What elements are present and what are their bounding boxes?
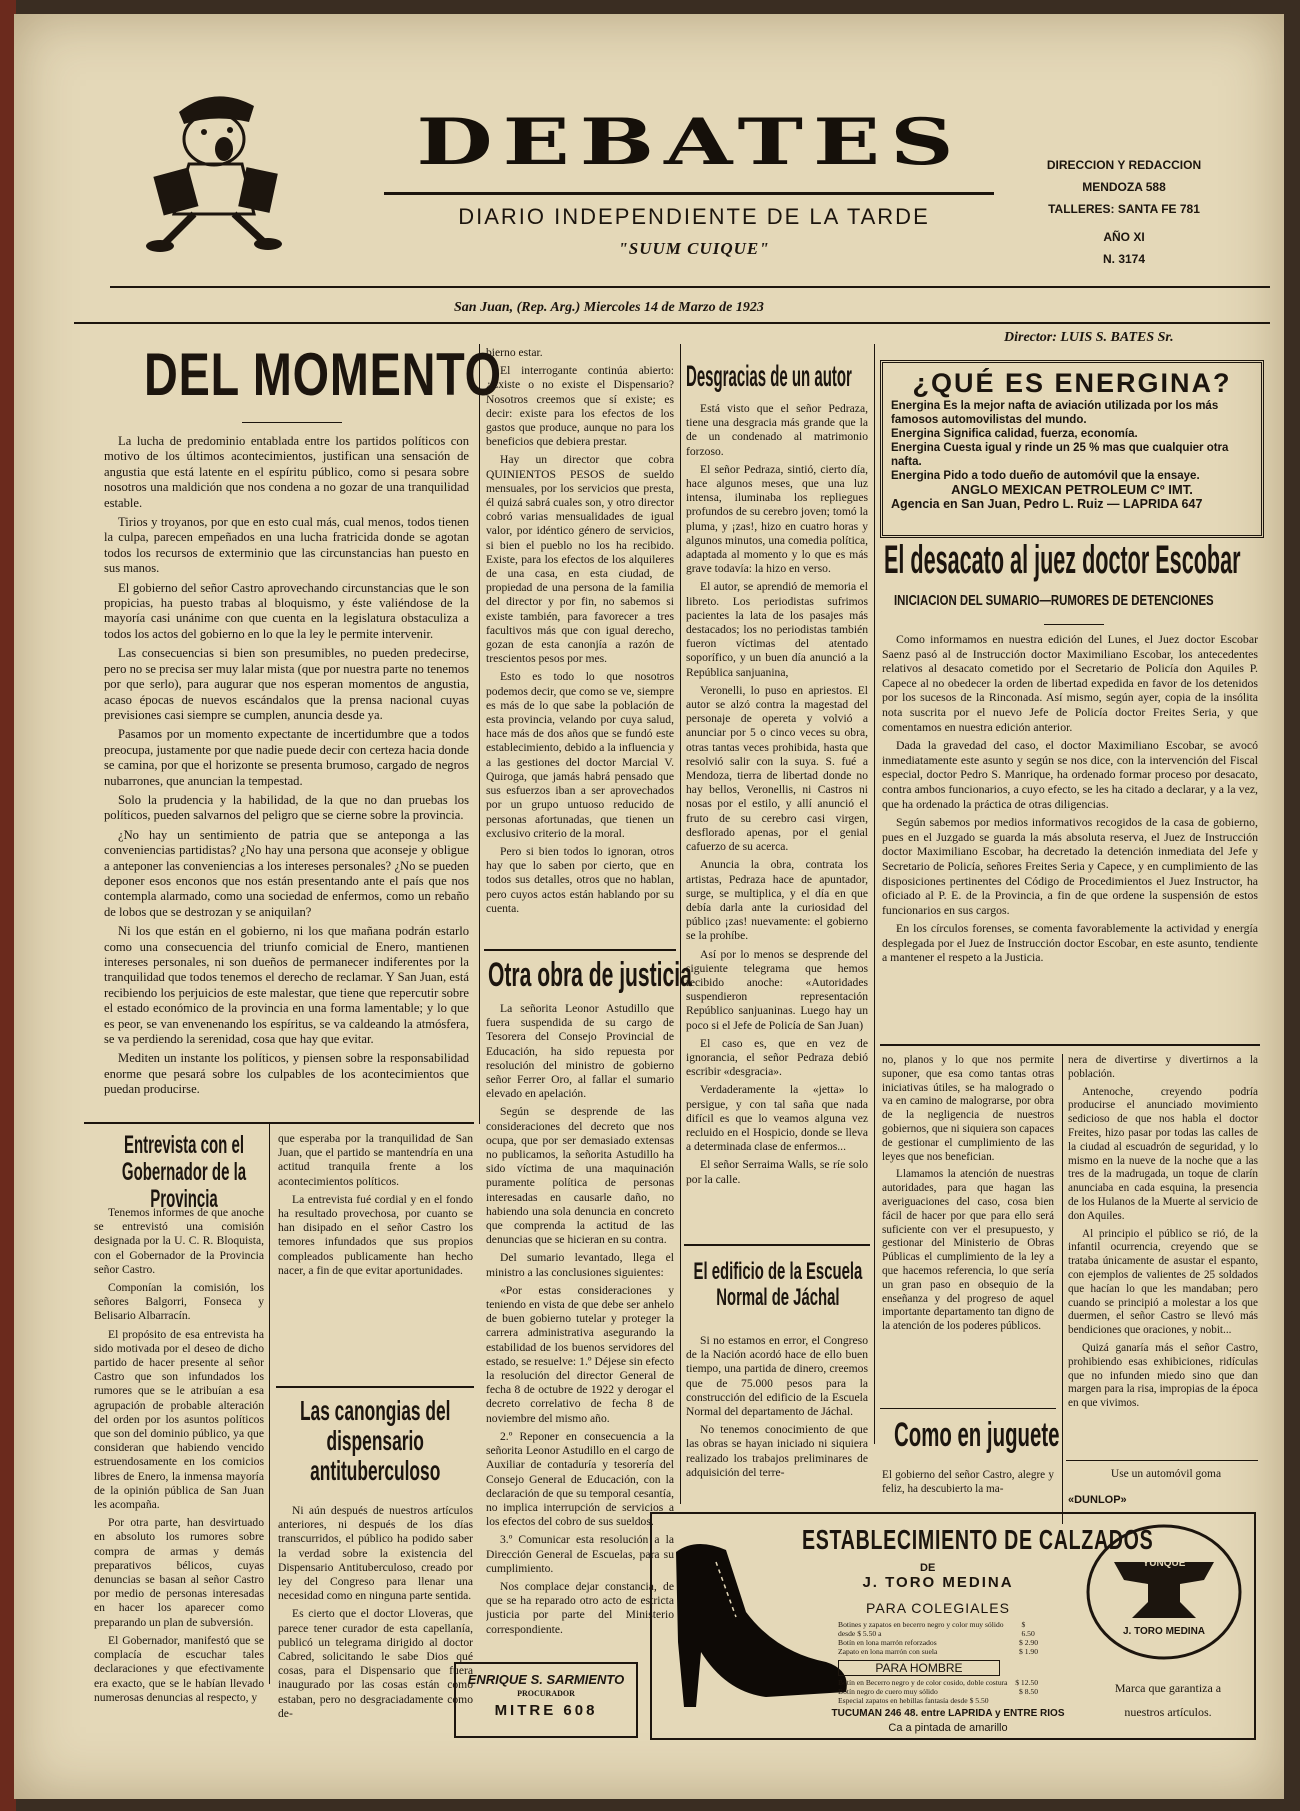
column-rule [479, 344, 480, 1124]
issue-year: AÑO XI [1103, 230, 1145, 244]
paragraph: Hay un director que cobra QUINIENTOS PESOS de sueldo mensuales, por los servicios que presta, él quizá sabrá cuales son, y otro director cobró varias mensualidades de igual valor, por idéntico género de servicios, si bien el pueblo no los ha recibido. Existe, para los efectos de los alquileres de una casa, en esta ciudad, de propiedad de una persona de la familia del director y por fin, no sabemos si existe también, para favorecer a tres facultivos más que con igual derecho, gozan de esta canonjía a razón de trescientos pesos por mes. [486, 453, 674, 666]
calzados-de: DE [920, 1562, 936, 1574]
trademark-guarantee: Marca que garantiza a nuestros artículos. [1114, 1681, 1222, 1719]
paragraph: ¿No hay un sentimiento de patria que se anteponga a las conveniencias partidistas? ¿No hay una persona que aconseje y obligue a anteponer las conveniencias a los intereses personales? ¿No se pueden deponer esos enconos que nos están presentando ante el país que nos contempla alarmado, como una sociedad de enfermos, como un rebaño de lobos que se destrozan y se aniquilan? [104, 827, 469, 919]
paragraph: Verdaderamente la «jetta» lo persigue, y con tal saña que nada difícil es que lo veamos alguna vez recluido en el Hospicio, donde se lleva a determinada clase de enfermos... [686, 1083, 868, 1154]
section-rule [880, 1408, 1056, 1409]
section-rule [276, 1386, 474, 1388]
section-rule [484, 949, 676, 951]
entrevista-body [94, 1206, 264, 1746]
energina-line: Energina Cuesta igual y rinde un 25 % mas que cualquier otra nafta. [891, 442, 1229, 469]
anvil-icon [1084, 1522, 1244, 1662]
energina-line: Energina Significa calidad, fuerza, economía. [891, 428, 1138, 441]
paragraph: No tenemos conocimiento de que las obras se hayan iniciado ni siquiera realizado los trabajos preliminares de adquisición del terre- [686, 1423, 868, 1479]
dateline: San Juan, (Rep. Arg.) Miercoles 14 de Marzo de 1923 [454, 300, 764, 315]
paragraph: La señorita Leonor Astudillo que fuera suspendida de su cargo de Tesorera del Consejo Provincial de Educación, ha sido repuesta por resolución del ministro de gobierno señor Ferrer Oro, al fallar el sumario elevado en apelación. [486, 1002, 674, 1101]
entrevista-title: Entrevista con el Gobernador de la Provincia [121, 1131, 247, 1213]
masthead-underline [384, 192, 994, 195]
anvil-top-label: YUNQUE [1142, 1558, 1186, 1569]
energina-title: ¿QUÉ ES ENERGINA? [912, 368, 1232, 398]
office-line: TALLERES: SANTA FE 781 [1048, 202, 1200, 216]
paragraph: Solo la prudencia y la habilidad, de la que no dan pruebas los políticos, pueden salvarnos del peligro que se cierne sobre la provincia. [104, 792, 469, 823]
paragraph: Como informamos en nuestra edición del Lunes, el Juez doctor Escobar Saenz pasó al de Instrucción doctor Maximiliano Escobar, los antecedentes relativos al desacato cometido por el Secretario de Policía don Aquiles P. Capece al no obedecer la orden de libertad expedida en favor de los detenidos por los sucesos de la Rinconada. Así mismo, según ayer, copia de la insólita nota suscrita por el nuevo Jefe de Policía doctor Freites Seria, y que comentamos en nuestra edición anterior. [882, 632, 1258, 734]
paragraph: nera de divertirse y divertirnos a la población. [1068, 1054, 1258, 1080]
item-price: $ 8.50 [1019, 1687, 1038, 1696]
escuela-normal-continuation [882, 1054, 1054, 1404]
calzados-colegiales: PARA COLEGIALES [866, 1600, 1010, 1616]
calzados-list-colegiales [838, 1620, 1038, 1656]
juguete-body: El gobierno del señor Castro, alegre y feliz, ha descubierto la ma- [882, 1469, 1054, 1495]
title-ornament [1044, 624, 1104, 625]
del-momento-title: DEL MOMENTO [144, 341, 502, 408]
column-rule [1062, 1054, 1063, 1524]
paragraph: Tenemos informes de que anoche se entrevistó una comisión designada por la U. C. R. Bloquista, con el Gobernador de la Provincia señor Castro. [94, 1206, 264, 1276]
paragraph: Si no estamos en error, el Congreso de la Nación acordó hace de ello buen tiempo, una partida de dinero, creemos que de 75.000 pesos para la construcción del edificio de la Escuela Normal del departamento de Jáchal. [686, 1334, 868, 1419]
dispensario-continuation [486, 346, 674, 946]
paragraph: El autor, se aprendió de memoria el libreto. Los periodistas sufrimos pacientes la lata de los pasajes más destacados; los no periodistas también fueron víctimas del atentado soporífico, y un buen día anunció a la República sanjuanina, [686, 580, 868, 679]
masthead-mascot [144, 84, 284, 254]
director-line: Director: LUIS S. BATES Sr. [1004, 330, 1174, 345]
calzados-hombre: PARA HOMBRE [838, 1660, 1000, 1676]
item-desc: Botín en Becerro negro y de color cosido, doble costura [838, 1678, 1008, 1687]
masthead-rule-top [110, 286, 1270, 288]
paragraph: Veronelli, lo puso en apriestos. El autor se alzó contra la magestad del personaje de opereta y volvió a anunciar por 5 o cinco veces su obra, otras tantas veces prohibida, hasta que resolvió salir con la suya. S. fué a Mendoza, tierra de libertad donde no hay bellos, Veronellis, ni Castros ni nosas por el estilo, y allí anunció el fruto de su cerebro casi virgen, desflorado apenas, por el genial cafuerzo de su acerca. [686, 683, 868, 854]
item-desc: Botín negro de cuero muy sólido [838, 1687, 938, 1696]
section-rule [84, 1122, 474, 1124]
item-price: $ 1.90 [1019, 1647, 1038, 1656]
paragraph: El señor Serraima Walls, se ríe solo por la calle. [686, 1158, 868, 1186]
section-rule [880, 1044, 1260, 1046]
item-price: $ 6.50 [1021, 1620, 1035, 1638]
paragraph: bierno estar. [486, 346, 543, 359]
paragraph: Nos complace dejar constancia, de que se ha reparado otro acto de estricta justicia por parte del Ministerio correspondiente. [486, 1579, 674, 1636]
paragraph: Pero si bien todos lo ignoran, otros hay que lo saben por cierto, que en todos sus detalles, otros que no hablan, pero cuyos actos están hablando por su cuenta. [486, 844, 674, 915]
paragraph: Antenoche, creyendo podría producirse el anunciado movimiento sedicioso de que nos habla el doctor Freites, hizo pasar por todas las calles de la ciudad al escuadrón de seguridad, y lo mismo en la nueve de la noche que a las tres de la madrugada, un toque de clarín anunciaba en cada esquina, la presencia de los Hulanos de la Muerte al servicio de don Aquiles. [1068, 1085, 1258, 1222]
section-rule [684, 1244, 870, 1246]
desacato-title: El desacato al juez doctor Escobar [884, 538, 1241, 582]
paragraph: Dada la gravedad del caso, el doctor Maximiliano Escobar, se avocó inmediatamente este asunto y según se nos dice, con la intervención del Fiscal especial, doctor Pedro S. Manrique, ha ordenado formar proceso por desacato, contra ambos funcionarios, a cuyo efecto, se les ha citado a declarar, y a la vez, que ha ordenado la práctica de otras diligencias. [882, 738, 1258, 811]
paragraph: El propósito de esa entrevista ha sido motivada por el deseo de dicho partido de hacer presente al señor Castro que son infundados los rumores que se le atribuían a esa agrupación de probable alteración del orden por los asuntos políticos que son del dominio público, ya que consideran que habiendo vencido estruendosamente en los comicios libres de Enero, la inmensa mayoría de la opinión pública de San Juan les acompaña. [94, 1327, 264, 1512]
item-price: $ 12.50 [1015, 1678, 1038, 1687]
paragraph: El señor Pedraza, sintió, cierto día, hace algunos meses, que una luz intensa, iluminaba los repliegues profundos de su cerebro joven; tomó la pluma, y ¡zas!, hizo en cuatro horas y algunos minutos, una comedia política, adaptada al momento y lo que es más grave todavía: la hizo en verso. [686, 462, 868, 576]
calzados-ad [650, 1512, 1256, 1740]
paragraph: La entrevista fué cordial y en el fondo ha resultado provechosa, por cuanto se han disipado en el señor Castro los temores infundados que sus propios compleados publicamente han hecho nacer, a fin de que evitar aportunidades. [278, 1192, 473, 1277]
desgracias-title: Desgracias de un autor [686, 360, 852, 393]
sarmiento-role: PROCURADOR [517, 1689, 575, 1698]
calzados-owner: J. TORO MEDINA [862, 1574, 1014, 1591]
del-momento-body [104, 434, 469, 1114]
paragraph: El Gobernador, manifestó que se complacía de escuchar tales declaraciones y que efectivamente era exacto, que se le habían llevado numerosas denuncias al respecto, y [94, 1633, 264, 1704]
paragraph: El interrogante continúa abierto: ¿Existe o no existe el Dispensario? Nosotros creemos que sí existe; es decir: existe para los efectos de los gastos que produce, aunque no para los beneficios que debiera prestar. [486, 364, 674, 449]
dunlop-lead: Use un automóvil goma [1110, 1468, 1222, 1480]
paragraph: «Por estas consideraciones y teniendo en vista de que debe ser anhelo de buen gobierno tutelar y proteger la carrera administrativa asegurando la estabilidad de los buenos servidores del estado, se resuelve: 1.º Déjese sin efecto la resolución del director General de fecha 8 de octubre de 1922 y derogar el decreto correlativo de fecha 8 de noviembre del mismo año. [486, 1283, 674, 1425]
paragraph: En los círculos forenses, se comenta favorablemente la actividad y energía desplegada por el Juez de Instrucción doctor Escobar, en este asunto, tendiente a mantener el respeto a la Justicia. [882, 921, 1258, 965]
paragraph: que esperaba por la tranquilidad de San Juan, que el partido se mantendría en una actitud tranquila frente a los acontecimientos políticos. [278, 1132, 473, 1188]
paragraph: Llamamos la atención de nuestras autoridades, para que hagan las averiguaciones del caso, cosa bien fácil de hacer por que para ello será suficiente con ver el presupuesto, y gestionar del Ministerio de Obras Públicas el cumplimiento de la ley a que hacemos referencia, lo que sería un gran paso en obsequio de la enseñanza y del progreso de aquel importante departamento tan digno de la atención de los poderes públicos. [882, 1168, 1054, 1333]
masthead-title: DEBATES [416, 104, 964, 180]
entrevista-continuation [278, 1132, 473, 1372]
paragraph: Según se desprende de las consideraciones del decreto que nos ocupa, que por ser demasiado extensas no publicamos, la señorita Astudillo ha sido víctima de una maquinación puramente política de personas interesadas en causarle daño, no habiendo una sola denuncia en concreto que comprenda la actitud de las denuncias que se hicieran en su contra. [486, 1105, 674, 1247]
energina-lines [883, 397, 1261, 513]
paragraph: Tirios y troyanos, por que en esto cual más, cual menos, todos tienen la culpa, parecen empeñados en una lucha fratricida donde se agotan todos los recursos de exterminio que las circunstancias han puesto en sus manos. [104, 515, 469, 576]
shoe-illustration [656, 1532, 856, 1712]
calzados-address: TUCUMAN 246 48. entre LAPRIDA y ENTRE RIOS [831, 1708, 1065, 1719]
paragraph: Así por lo menos se desprende del siguiente telegrama que hemos recibido anoche: «Autoridades suspendieron representación Repúblico sanjuaninas. Luego hay un poco si el Jefe de Policía de San Juan) [686, 947, 868, 1032]
paragraph: Ni los que están en el gobierno, ni los que mañana podrán estarlo como una consecuencia del triunfo comicial de Enero, mantienen intereses personales, ni son dueños de permanecer indiferentes por la tranquilidad que todos tenemos el derecho de reclamar. Y San Juan, está recibiendo los perjuicios de este malestar, que tiene que repercutir sobre el estado económico de la provincia en una forma lamentable; y lo que es peor, se van envenenando los espíritus, se va caldeando la atmósfera, se va perdiendo la serenidad, cosa que hay que evitar. [104, 924, 469, 1047]
paragraph: Del sumario levantado, llega el ministro a las conclusiones siguientes: [486, 1251, 674, 1279]
anvil-trademark [1084, 1522, 1244, 1662]
paragraph: Las consecuencias si bien son presumibles, no pueden predecirse, pero no se precisa ser muy lalar mista (que por nuestra parte no tenemos por que serlo), para augurar que nos esperan momentos de angustia, acaso épocas de nuevos escándalos que la prensa nacional cuyas previsiones casi siempre se cumplen, anuncia desde ya. [104, 646, 469, 722]
newspaper-page [14, 14, 1284, 1799]
item-desc: Especial zapatos en hebillas fantasía desde $ 5.50 [838, 1696, 989, 1705]
paragraph: Está visto que el señor Pedraza, tiene una desgracia más grande que la de un condenado al matrimonio forzoso. [686, 402, 868, 458]
paragraph: Mediten un instante los políticos, y piensen sobre la responsabilidad enorme que pesará sobre los culpables de los acontecimientos que puedan producirse. [104, 1051, 469, 1097]
section-rule [1066, 1460, 1258, 1461]
column-rule [680, 344, 681, 1504]
otra-obra-title: Otra obra de justicia [488, 956, 692, 994]
energina-company: ANGLO MEXICAN PETROLEUM Cº IMT. [951, 482, 1193, 498]
otra-obra-body [486, 1002, 674, 1672]
paragraph: 3.º Comunicar esta resolución a la Dirección General de Escuelas, para su cumplimiento. [486, 1533, 674, 1575]
sarmiento-address: MITRE 608 [494, 1702, 598, 1719]
paragraph: Pasamos por un momento expectante de incertidumbre que a todos preocupa, justamente por que nadie puede decir con certeza hacia donde se camina, por que el horizonte se presenta brumoso, cargado de negros nubarrones, que anuncian la tempestad. [104, 727, 469, 788]
sarmiento-name: ENRIQUE S. SARMIENTO [467, 1672, 625, 1687]
paragraph: Por otra parte, han desvirtuado en absoluto los rumores sobre compra de armas y demás preparativos bélicos, cuyas denuncias se basan al señor Castro por medio de personas interesadas en hacer los aparecer como preparando un plan de subversión. [94, 1516, 264, 1629]
paragraph: Según sabemos por medios informativos recogidos de la casa de gobierno, pues en el Juzgado se guarda la más absoluta reserva, el Juez de Instrucción doctor Maximiliano Escobar, ha decretado la detención inmediata del Jefe y Secretario de Policía, señores Freites Seria y Capece, y en cumplimiento de las disposiciones pertinentes del Código de Procedimientos el Juez Instructor, ha oficiado al P. E. de la Provincia, a fin de que ordene la suspensión de estos funcionarios en sus cargos. [882, 815, 1258, 917]
masthead-subtitle: DIARIO INDEPENDIENTE DE LA TARDE [458, 204, 930, 229]
calzados-list-hombre [838, 1678, 1038, 1705]
desacato-subtitle: INICIACION DEL SUMARIO—RUMORES DE DETENCIONES [894, 592, 1214, 609]
energina-line: Energina Pido a todo dueño de automóvil que la ensaye. [891, 470, 1200, 483]
issue-number: N. 3174 [1102, 252, 1146, 266]
sarmiento-ad [454, 1662, 638, 1738]
canongias-body [278, 1504, 473, 1736]
office-line: DIRECCION Y REDACCION [1046, 158, 1202, 172]
desfile-article [1068, 1054, 1258, 1454]
item-desc: Botín en lona marrón reforzados [838, 1638, 937, 1647]
title-ornament [242, 422, 342, 423]
item-price: $ 2.90 [1019, 1638, 1038, 1647]
canongias-title: Las canongias del dispensario antituberculoso [299, 1395, 451, 1486]
paragraph: El gobierno del señor Castro aprovechando circunstancias que le son propicias, ha puesto trabas al bloquismo, y éste valiéndose de la mayoría casi unánime con que cuenta en la legislatura obstaculiza a todos los actos del gobierno en lo que la ley le permite intervenir. [104, 580, 469, 641]
anvil-bottom-label: J. TORO MEDINA [1122, 1626, 1206, 1637]
paragraph: 2.º Reponer en consecuencia a la señorita Leonor Astudillo en el cargo de Auxiliar de contaduría y tesorería del Consejo General de Educación, con la declaración de que su temporal cesantía, no implica interrupción de servicios a los efectos del cobro de sus sueldos. [486, 1429, 674, 1529]
paragraph: Componían la comisión, los señores Balgorri, Fonseca y Belisario Albarracín. [94, 1281, 264, 1323]
paragraph: El caso es, que en vez de ignorancia, el señor Pedraza debió escribir «desgracia». [686, 1036, 868, 1079]
masthead-office [1034, 154, 1214, 270]
paragraph: Ni aún después de nuestros artículos anteriores, ni después de los días transcurridos, el público ha podido saber la verdad sobre la existencia del Dispensario Antituberculoso, creado por ley del Congreso para llenar una necesidad como en ninguna parte sentida. [278, 1504, 473, 1603]
paragraph: no, planos y lo que nos permite suponer, que esa como tantas otras iniciativas útiles, se ha malogrado o va en camino de malograrse, por obra de la negligencia de nuestros gobiernos, que ni siquiera son capaces de gestionar el cumplimiento de las leyes que nos benefician. [882, 1054, 1054, 1163]
juguete-title: Como en juguete [894, 1416, 1060, 1454]
masthead-motto: "SUUM CUIQUE" [618, 239, 770, 258]
paragraph: Al principio el público se rió, de la infantil ocurrencia, creyendo que se trataba únicamente de asustar el espanto, con ejemplos de valientes de 25 soldados que hacían lo que les mandaban; pero cuando se principió a molestar a los que duermen, el señor Castro se llevó más bendiciones que oraciones, y nobit... [1068, 1227, 1258, 1337]
desacato-body [882, 632, 1258, 1032]
newsboy-illustration [144, 84, 284, 254]
dunlop-brand: «DUNLOP» [1068, 1494, 1127, 1506]
paragraph: Quizá ganaría más el señor Castro, prohibiendo esas exhibiciones, ridículas que no infunden miedo sino que dan margen para la risa, impropias de la época en que vivimos. [1068, 1341, 1258, 1410]
masthead-rule-bottom [74, 322, 1270, 324]
paragraph: Anuncia la obra, contrata los artistas, Pedraza hace de apuntador, surge, se multiplica, y el día en que debía darla ante la curiosidad del público ¡zas! nuevamente: el gobierno se la prohíbe. [686, 858, 868, 943]
paragraph: Es cierto que el doctor Lloveras, que parece tener curador de esta capellanía, publicó un telegrama dirigido al doctor Cabred, solicitando le sabe Dios qué cosas, para el Dispensario que fuera inaugurado por las cosas están como estaban, pero no desgraciadamente como de- [278, 1607, 473, 1720]
escuela-normal-title: El edificio de la Escuela Normal de Jáchal [693, 1258, 863, 1311]
item-desc: Zapato en lona marrón con suela [838, 1647, 938, 1656]
escuela-normal-body [686, 1334, 868, 1519]
energina-ad [880, 360, 1264, 538]
calzados-sign: Ca a pintada de amarillo [888, 1722, 1008, 1734]
energina-agency: Agencia en San Juan, Pedro L. Ruiz — LAPRIDA 647 [891, 497, 1203, 512]
desgracias-body [686, 402, 868, 1232]
office-line: MENDOZA 588 [1082, 180, 1166, 194]
column-rule [874, 344, 875, 1444]
paragraph: Esto es todo lo que nosotros podemos decir, que como se ve, siempre es más de lo que sabe la población de esta provincia, velando por cuya salud, hace más de dos años que se fundó este establecimiento, debido a la influencia y a las gestiones del doctor Marcial V. Quiroga, que jamás habrá pensado que sus esfuerzos iban a ser aprovechados por un grupo untuoso reducido de personas afortunadas, que tienen un exclusivo criterio de la moral. [486, 670, 674, 840]
item-desc: Botines y zapatos en becerro negro y color muy sólido desde $ 5.50 a [838, 1620, 1004, 1638]
calzados-title: ESTABLECIMIENTO DE CALZADOS [802, 1524, 1154, 1555]
energina-line: Energina Es la mejor nafta de aviación utilizada por los más famosos automovilistas del mundo. [891, 400, 1219, 427]
paragraph: La lucha de predominio entablada entre los partidos políticos con motivo de los últimos acontecimientos, justifican una sensación de angustia que está latente en el espíritu público, como si pesara sobre nosotros una maldición que nos condena a no gozar de una tranquilidad estable. [104, 434, 469, 510]
